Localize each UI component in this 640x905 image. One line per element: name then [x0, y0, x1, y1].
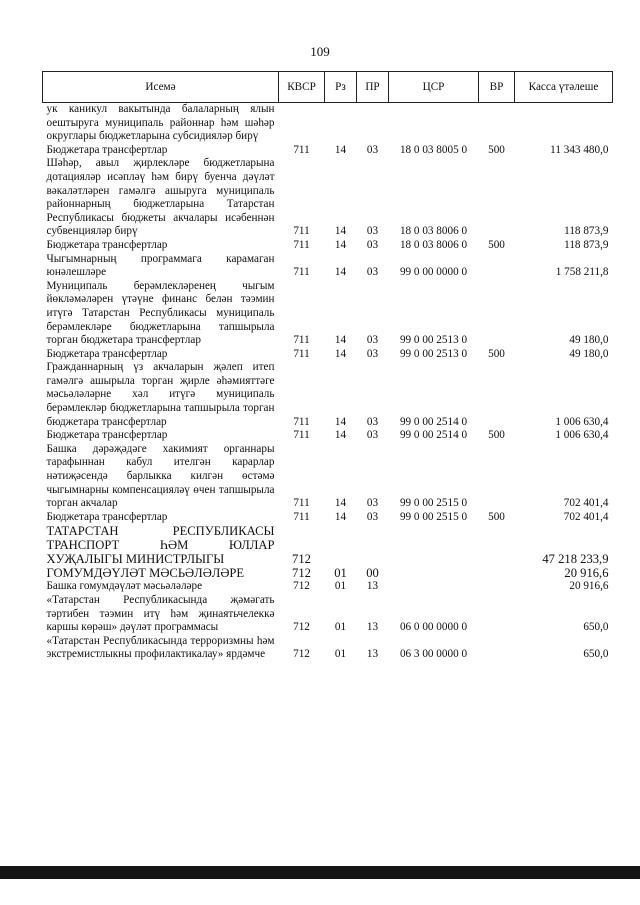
cell-csr: 06 3 00 0000 0	[399, 648, 468, 661]
cell-kvsr: 712	[293, 621, 310, 634]
cell-kvsr: 711	[293, 497, 310, 510]
cell-pr: 03	[366, 429, 379, 442]
cell-kvsr: 711	[293, 429, 310, 442]
cell-vr: 500	[488, 347, 505, 360]
cell-amount: 20 916,6	[564, 566, 609, 581]
cell-amount: 20 916,6	[569, 580, 609, 593]
cell-name: Чыгымнарның программага карамаган юнәлешләре	[46, 252, 275, 279]
cell-amount: 49 180,0	[569, 347, 609, 360]
cell-vr	[479, 253, 515, 280]
cell-csr: 99 0 00 0000 0	[399, 266, 468, 279]
cell-name: Бюджетара трансфертлар	[46, 429, 168, 442]
cell-pr: 03	[366, 415, 379, 428]
cell-vr: 500	[488, 238, 505, 251]
table-row	[43, 361, 613, 429]
cell-name: Бюджетара трансфертлар	[46, 347, 168, 360]
cell-csr: 18 0 03 8006 0	[399, 238, 468, 251]
table-row	[43, 253, 613, 280]
cell-vr	[479, 580, 515, 594]
cell-kvsr: 712	[293, 580, 310, 593]
cell-csr: 99 0 00 2513 0	[399, 334, 468, 347]
table-row	[43, 511, 613, 525]
cell-name: «Татарстан Республикасында җәмәгать тәртибен тәэмин итү һәм җинаятьчелеккә каршы көрәш» дәүләт программасы	[46, 594, 275, 634]
cell-pr: 13	[366, 580, 379, 593]
cell-name: Муниципаль берәмлекләренең чыгым йөкләмәләрен үтәүне финанс белән тәэмин итүгә Татарстан Республикасы муниципаль берәмлекләре бюджетларына тапшырыла торган бюджетара трансфертлар	[46, 279, 275, 347]
cell-amount: 1 758 211,8	[555, 266, 609, 279]
cell-csr: 18 0 03 8006 0	[399, 225, 468, 238]
cell-vr: 500	[488, 143, 505, 156]
cell-amount: 1 006 630,4	[555, 429, 609, 442]
cell-vr: 500	[488, 510, 505, 523]
cell-csr: 99 0 00 2513 0	[399, 347, 468, 360]
table-header-row	[43, 72, 613, 103]
cell-kvsr: 711	[293, 415, 310, 428]
cell-pr	[357, 103, 389, 144]
cell-kvsr: 711	[293, 347, 310, 360]
cell-name: ук каникул вакытында балаларның ялын оештыруга муниципаль районнар һәм шәһәр округлары бюджетларына субсидияләр бирү	[46, 103, 275, 143]
cell-pr: 03	[366, 266, 379, 279]
cell-vr	[479, 280, 515, 348]
table-row	[43, 580, 613, 594]
cell-vr	[479, 524, 515, 566]
cell-rz: 14	[334, 225, 347, 238]
cell-rz: 14	[334, 238, 347, 251]
cell-amount: 702 401,4	[563, 510, 609, 523]
cell-pr: 03	[366, 225, 379, 238]
cell-rz: 14	[334, 334, 347, 347]
cell-amount: 11 343 480,0	[550, 143, 609, 156]
table-row	[43, 443, 613, 511]
cell-rz: 01	[334, 621, 347, 634]
cell-kvsr: 711	[293, 238, 310, 251]
cell-rz: 01	[334, 580, 347, 593]
cell-kvsr: 711	[293, 334, 310, 347]
cell-vr	[479, 361, 515, 429]
cell-kvsr: 712	[292, 552, 311, 567]
cell-rz: 14	[334, 510, 347, 523]
table-row	[43, 157, 613, 239]
column-header-rz: Рз	[325, 72, 357, 103]
cell-vr	[479, 594, 515, 635]
cell-pr: 03	[366, 497, 379, 510]
table-row	[43, 566, 613, 580]
cell-csr: 99 0 00 2515 0	[399, 497, 468, 510]
cell-amount: 47 218 233,9	[542, 552, 609, 567]
column-header-vr: ВР	[479, 72, 515, 103]
column-header-csr: ЦСР	[389, 72, 479, 103]
column-header-name: Исемә	[43, 72, 279, 103]
cell-rz	[325, 524, 357, 566]
cell-kvsr: 711	[293, 143, 310, 156]
scan-bottom-bar	[0, 866, 640, 879]
cell-name: ТАТАРСТАН РЕСПУБЛИКАСЫ ТРАНСПОРТ ҺӘМ ЮЛЛАР ХУҖАЛЫГЫ МИНИСТРЛЫГЫ	[46, 524, 275, 567]
cell-name: Бюджетара трансфертлар	[46, 238, 168, 251]
cell-name: Шәһәр, авыл җирлекләре бюджетларына дотацияләр исәпләү һәм бирү буенча дәүләт вәкаләтләрен гамәлгә ашыруга муниципаль районнарның бюджетларына Татарстан Республикасы бюджеты акчалары исәбеннән субвенцияләр бирү	[46, 157, 275, 238]
cell-pr: 00	[366, 566, 379, 581]
table-row	[43, 348, 613, 362]
cell-csr	[389, 580, 479, 594]
cell-kvsr: 711	[293, 225, 310, 238]
page-number: 109	[310, 44, 330, 59]
cell-vr	[479, 443, 515, 511]
cell-vr	[479, 103, 515, 144]
cell-pr: 13	[366, 621, 379, 634]
column-header-pr: ПР	[357, 72, 389, 103]
cell-amount: 49 180,0	[569, 334, 609, 347]
table-body	[43, 103, 613, 662]
cell-kvsr: 711	[293, 266, 310, 279]
table-row	[43, 144, 613, 158]
cell-rz: 01	[334, 648, 347, 661]
cell-amount: 650,0	[583, 648, 609, 661]
budget-table	[42, 71, 613, 662]
cell-name: ГОМУМДӘҮЛӘТ МӘСЬӘЛӘЛӘРЕ	[46, 566, 245, 581]
cell-kvsr	[279, 103, 325, 144]
cell-rz: 14	[334, 415, 347, 428]
cell-name: Башка гомумдәүләт мәсьәләләре	[46, 580, 203, 593]
cell-name: Гражданнарның үз акчаларын җәлеп итеп гамәлгә ашырыла торган җирле әһәмияттәге мәсьәләләрне хәл итүгә муниципаль берәмлекләр бюджетларына тапшырыла торган бюджетара трансфертлар	[46, 361, 275, 428]
cell-pr: 03	[366, 334, 379, 347]
cell-amount: 1 006 630,4	[555, 415, 609, 428]
cell-pr: 13	[366, 648, 379, 661]
cell-name: Башка дәрәҗәдәге хакимият органнары тарафыннан кабул ителгән карарлар нәтиҗәсендә барлыкка килгән өстәмә чыгымнарны компенсацияләү өчен тапшырыла торган акчалар	[46, 442, 275, 510]
cell-csr: 99 0 00 2514 0	[399, 429, 468, 442]
cell-amount: 118 873,9	[564, 225, 609, 238]
cell-csr	[389, 566, 479, 580]
cell-amount: 118 873,9	[564, 238, 609, 251]
table-row	[43, 103, 613, 144]
table-row	[43, 280, 613, 348]
cell-rz: 14	[334, 266, 347, 279]
cell-csr	[389, 524, 479, 566]
cell-rz: 14	[334, 143, 347, 156]
cell-rz: 14	[334, 429, 347, 442]
cell-name: «Татарстан Республикасында терроризмны һәм экстремистлыкны профилактикалау» ярдәмче	[46, 634, 275, 661]
cell-vr: 500	[488, 429, 505, 442]
cell-vr	[479, 157, 515, 239]
cell-kvsr: 712	[292, 566, 311, 581]
cell-rz: 01	[334, 566, 347, 581]
cell-rz: 14	[334, 497, 347, 510]
table-row	[43, 239, 613, 253]
cell-name: Бюджетара трансфертлар	[46, 143, 168, 156]
table-row	[43, 429, 613, 443]
cell-pr: 03	[366, 238, 379, 251]
cell-pr: 03	[366, 347, 379, 360]
table-row	[43, 594, 613, 635]
cell-csr: 18 0 03 8005 0	[399, 143, 468, 156]
cell-pr: 03	[366, 143, 379, 156]
cell-amount: 702 401,4	[563, 497, 609, 510]
cell-amount	[515, 103, 613, 144]
column-header-kvsr: КВСР	[279, 72, 325, 103]
cell-vr	[479, 566, 515, 580]
cell-rz	[325, 103, 357, 144]
cell-csr: 06 0 00 0000 0	[399, 621, 468, 634]
table-row	[43, 524, 613, 566]
column-header-amount: Касса үтәлеше	[515, 72, 613, 103]
cell-csr	[389, 103, 479, 144]
table-row	[43, 635, 613, 662]
cell-name: Бюджетара трансфертлар	[46, 510, 168, 523]
cell-csr: 99 0 00 2515 0	[399, 510, 468, 523]
cell-amount: 650,0	[583, 621, 609, 634]
cell-pr: 03	[366, 510, 379, 523]
cell-rz: 14	[334, 347, 347, 360]
cell-vr	[479, 635, 515, 662]
cell-pr	[357, 524, 389, 566]
cell-csr: 99 0 00 2514 0	[399, 415, 468, 428]
cell-kvsr: 712	[293, 648, 310, 661]
cell-kvsr: 711	[293, 510, 310, 523]
